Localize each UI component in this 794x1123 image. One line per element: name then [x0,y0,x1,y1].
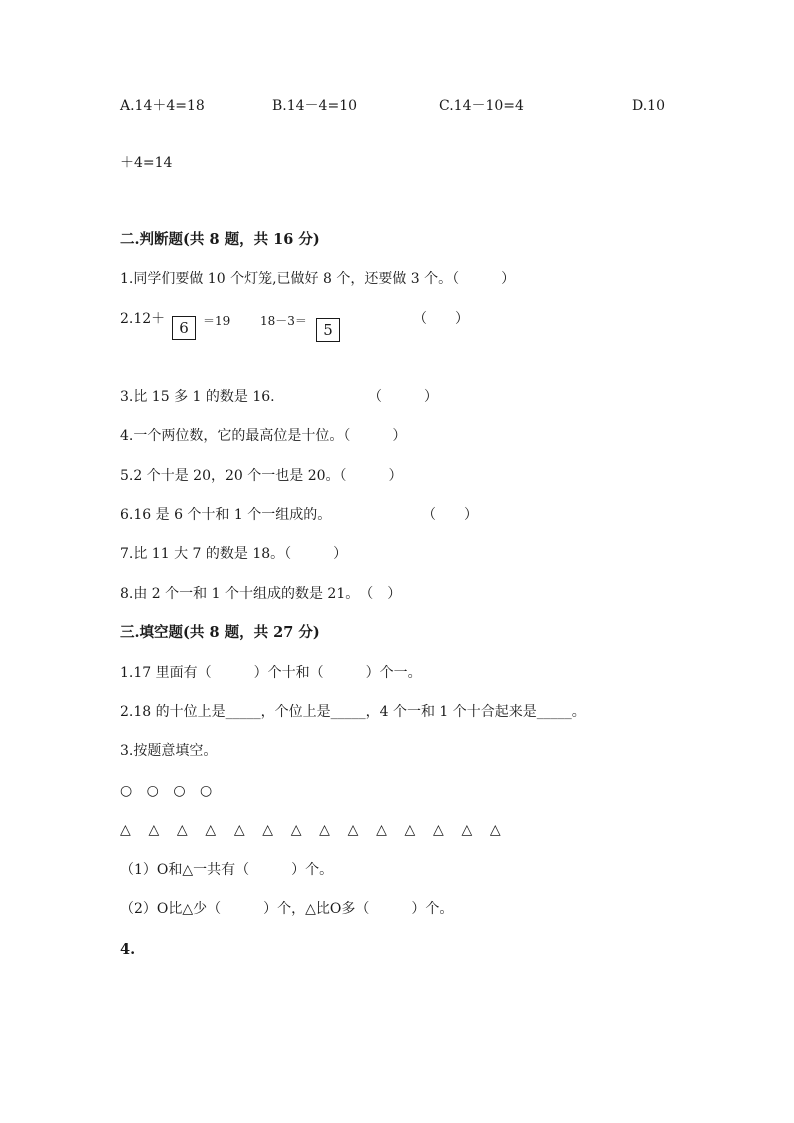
judgment-q2-prefix: 2.12＋ [120,311,166,327]
circle-icon: ○ [146,783,159,799]
triangle-icon: △ [404,822,416,838]
answer-box-1: 6 [172,316,196,340]
judgment-q3-paren: （ ） [368,389,438,405]
triangle-icon: △ [148,822,160,838]
fill-q1: 1.17 里面有（ ）个十和（ ）个一。 [120,665,422,681]
circle-icon: ○ [173,783,186,799]
option-a: A.14＋4=18 [120,98,205,114]
circle-row [120,781,222,801]
judgment-q1: 1.同学们要做 10 个灯笼,已做好 8 个，还要做 3 个。（ ） [120,271,516,287]
fill-q3: 3.按题意填空。 [120,743,218,759]
triangle-icon: △ [233,822,245,838]
judgment-q5: 5.2 个十是 20，20 个一也是 20。（ ） [120,468,403,484]
circle-icon: ○ [120,783,133,799]
triangle-icon: △ [347,822,359,838]
fill-q2: 2.18 的十位上是_____，个位上是_____，4 个一和 1 个十合起来是_____。 [120,704,586,720]
section-title-fill: 三.填空题(共 8 题，共 27 分) [120,624,320,641]
option-b: B.14－4=10 [272,98,358,114]
triangle-icon: △ [290,822,302,838]
triangle-icon: △ [432,822,444,838]
triangle-row [120,820,514,840]
triangle-icon: △ [205,822,217,838]
circle-icon: ○ [200,783,213,799]
judgment-q6: 6.16 是 6 个十和 1 个一组成的。 [120,507,332,523]
triangle-icon: △ [120,822,131,838]
fill-q3-sub1: （1）O和△一共有（ ）个。 [120,862,334,878]
triangle-icon: △ [489,822,501,838]
fill-q4: 4. [120,941,136,958]
triangle-icon: △ [262,822,274,838]
judgment-q2-expr2: 18－3＝ [260,314,307,328]
judgment-q2-eq1: ＝19 [203,314,231,328]
judgment-q7: 7.比 11 大 7 的数是 18。（ ） [120,546,348,562]
judgment-q2-paren: （ ） [413,311,469,327]
judgment-q3: 3.比 15 多 1 的数是 16. [120,389,275,405]
option-c: C.14－10=4 [439,98,524,114]
section-title-judgment: 二.判断题(共 8 题，共 16 分) [120,231,320,248]
answer-box-2: 5 [316,318,340,342]
triangle-icon: △ [461,822,473,838]
judgment-q8: 8.由 2 个一和 1 个十组成的数是 21。 （ ） [120,586,402,602]
option-d: D.10 [632,98,665,114]
judgment-q4: 4.一个两位数，它的最高位是十位。（ ） [120,428,407,444]
option-d-continued: ＋4=14 [120,155,173,171]
judgment-q6-paren: （ ） [422,507,478,523]
triangle-icon: △ [319,822,330,838]
fill-q3-sub2: （2）O比△少（ ）个，△比O多（ ）个。 [120,901,454,917]
triangle-icon: △ [176,822,188,838]
triangle-icon: △ [376,822,387,838]
